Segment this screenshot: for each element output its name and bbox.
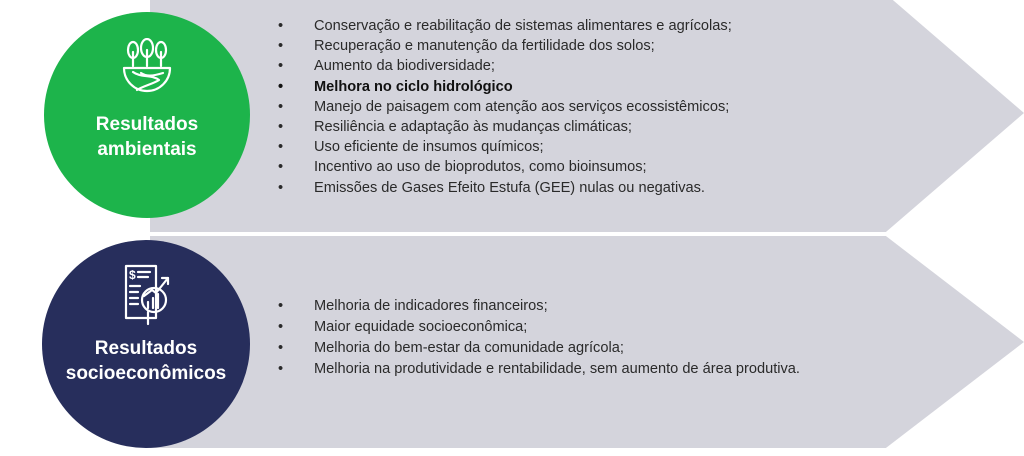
list-item: • Uso eficiente de insumos químicos; <box>276 137 732 157</box>
list-item: • Aumento da biodiversidade; <box>276 56 732 76</box>
svg-text:$: $ <box>129 268 136 282</box>
list-item: • Melhoria na produtividade e rentabilidade, sem aumento de área produtiva. <box>276 359 800 380</box>
socioeconomic-results-list <box>276 296 800 380</box>
environmental-title-line2: ambientais <box>97 139 197 160</box>
ecosystem-trees-icon <box>119 38 175 100</box>
list-item: • Resiliência e adaptação às mudanças climáticas; <box>276 117 732 137</box>
socioeconomic-title-line2: socioeconômicos <box>65 363 227 384</box>
socioeconomic-title-line1: Resultados <box>94 338 198 359</box>
list-item: • Melhoria de indicadores financeiros; <box>276 296 800 317</box>
list-item: • Incentivo ao uso de bioprodutos, como bioinsumos; <box>276 157 732 177</box>
list-item: • Melhora no ciclo hidrológico <box>276 77 732 97</box>
environmental-results-list <box>276 16 732 198</box>
list-item: • Recuperação e manutenção da fertilidade dos solos; <box>276 36 732 56</box>
list-item: • Maior equidade socioeconômica; <box>276 317 800 338</box>
environmental-title-line1: Resultados <box>95 114 199 135</box>
list-item: • Conservação e reabilitação de sistemas alimentares e agrícolas; <box>276 16 732 36</box>
list-item: • Emissões de Gases Efeito Estufa (GEE) nulas ou negativas. <box>276 178 732 198</box>
list-item: • Melhoria do bem-estar da comunidade agrícola; <box>276 338 800 359</box>
financial-report-growth-icon <box>118 262 174 328</box>
list-item: • Manejo de paisagem com atenção aos serviços ecossistêmicos; <box>276 97 732 117</box>
environmental-results-badge <box>44 12 250 218</box>
socioeconomic-results-badge <box>42 240 250 448</box>
